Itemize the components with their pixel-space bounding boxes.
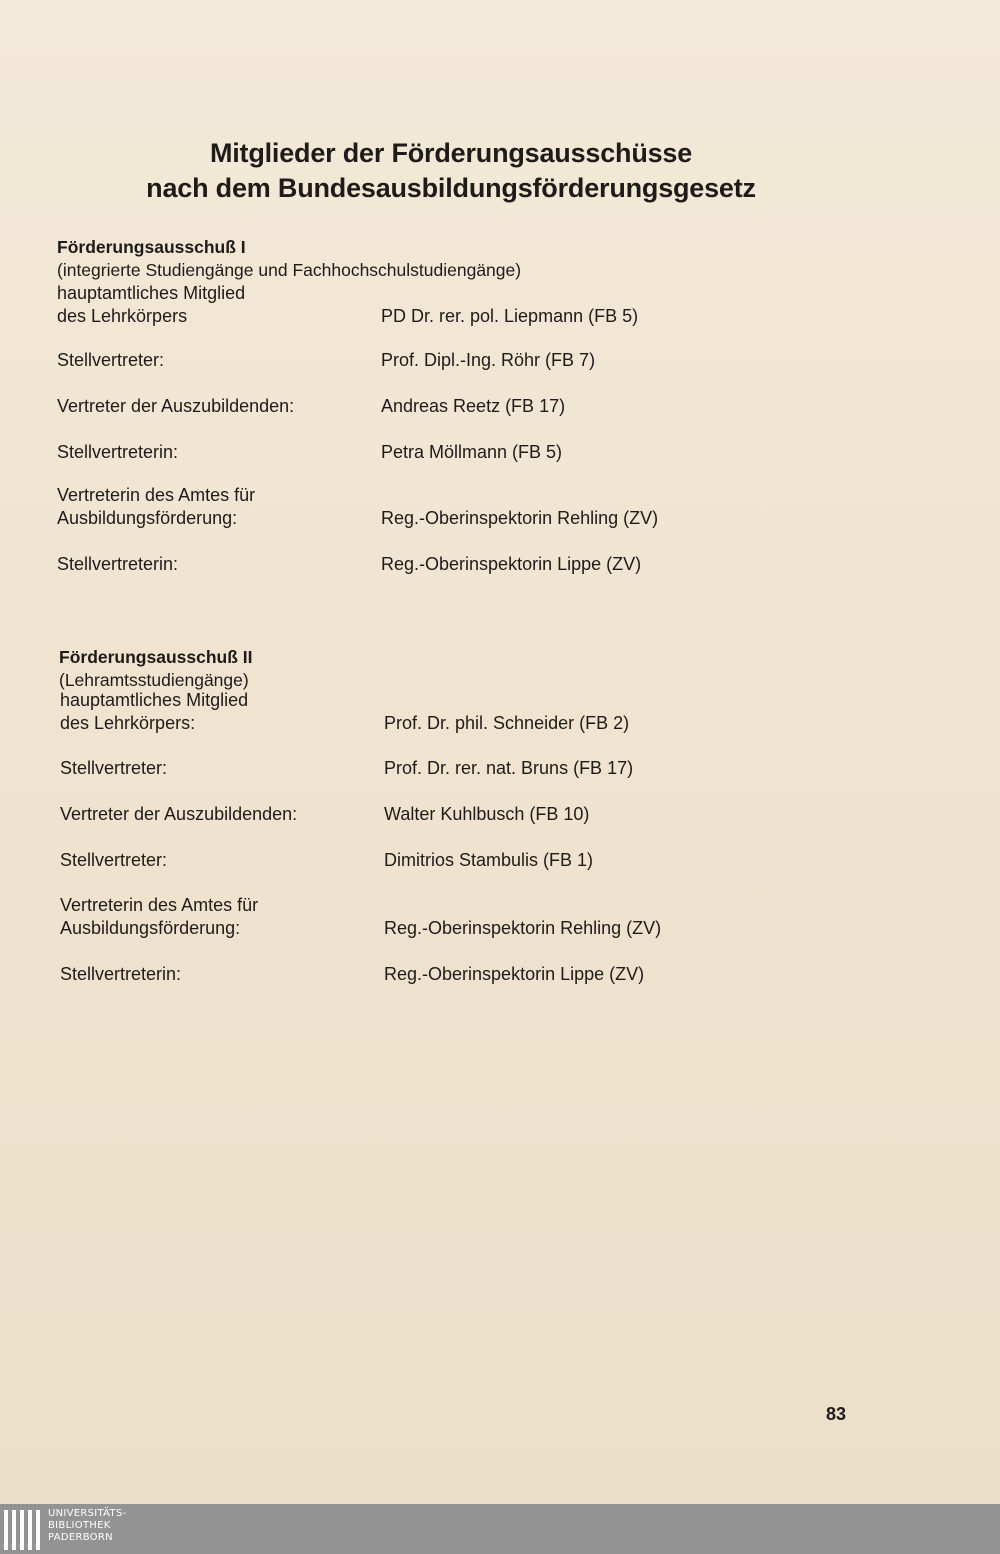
member-name: PD Dr. rer. pol. Liepmann (FB 5) bbox=[381, 306, 639, 326]
page-title-line-1: Mitglieder der Förderungsausschüsse bbox=[209, 138, 693, 168]
role-label: Stellvertreterin: bbox=[57, 554, 179, 574]
role-label: Vertreter der Auszubildenden: bbox=[60, 804, 298, 824]
library-footer bbox=[0, 1504, 1000, 1554]
role-label bbox=[60, 894, 258, 940]
committee-2-subheading: (Lehramtsstudiengänge) bbox=[59, 670, 249, 690]
member-name: Reg.-Oberinspektorin Lippe (ZV) bbox=[381, 554, 642, 574]
library-logo-text bbox=[48, 1508, 127, 1544]
committee-1-subheading: (integrierte Studiengänge und Fachhochschulstudiengänge) bbox=[57, 260, 522, 280]
committee-2-header bbox=[59, 646, 253, 692]
role-label-line-2: des Lehrkörpers bbox=[57, 306, 188, 326]
role-label-line-2: des Lehrkörpers: bbox=[60, 713, 196, 733]
role-label-line-2: Ausbildungsförderung: bbox=[57, 508, 238, 528]
member-name: Prof. Dipl.-Ing. Röhr (FB 7) bbox=[381, 350, 596, 370]
role-label bbox=[57, 282, 245, 328]
library-logo-icon bbox=[4, 1510, 40, 1550]
university-library-logo bbox=[4, 1508, 127, 1550]
role-label: Stellvertreterin: bbox=[60, 964, 182, 984]
role-label-line-2: Ausbildungsförderung: bbox=[60, 918, 241, 938]
role-label: Stellvertreter: bbox=[57, 350, 165, 370]
role-label bbox=[60, 689, 248, 735]
member-name: Petra Möllmann (FB 5) bbox=[381, 442, 563, 462]
role-label: Stellvertreter: bbox=[60, 850, 168, 870]
role-label-line-1: hauptamtliches Mitglied bbox=[60, 690, 249, 710]
page-number: 83 bbox=[826, 1404, 847, 1424]
library-logo-line-2: BIBLIOTHEK bbox=[48, 1520, 111, 1531]
committee-1-heading: Förderungsausschuß I bbox=[57, 237, 246, 257]
role-label: Stellvertreter: bbox=[60, 758, 168, 778]
member-name: Andreas Reetz (FB 17) bbox=[381, 396, 566, 416]
member-name: Reg.-Oberinspektorin Rehling (ZV) bbox=[384, 918, 662, 938]
committee-2-heading: Förderungsausschuß II bbox=[59, 647, 253, 667]
member-name: Reg.-Oberinspektorin Rehling (ZV) bbox=[381, 508, 659, 528]
role-label bbox=[57, 484, 255, 530]
role-label: Vertreter der Auszubildenden: bbox=[57, 396, 295, 416]
page-title bbox=[0, 136, 902, 206]
member-name: Dimitrios Stambulis (FB 1) bbox=[384, 850, 594, 870]
role-label-line-1: Vertreterin des Amtes für bbox=[60, 895, 259, 915]
role-label: Stellvertreterin: bbox=[57, 442, 179, 462]
member-name: Reg.-Oberinspektorin Lippe (ZV) bbox=[384, 964, 645, 984]
role-label-line-1: hauptamtliches Mitglied bbox=[57, 283, 246, 303]
member-name: Walter Kuhlbusch (FB 10) bbox=[384, 804, 590, 824]
page-title-line-2: nach dem Bundesausbildungsförderungsgesetz bbox=[146, 173, 756, 203]
committee-1-header bbox=[57, 236, 521, 282]
library-logo-line-3: PADERBORN bbox=[48, 1532, 113, 1543]
member-name: Prof. Dr. phil. Schneider (FB 2) bbox=[384, 713, 630, 733]
role-label-line-1: Vertreterin des Amtes für bbox=[57, 485, 256, 505]
library-logo-line-1: UNIVERSITÄTS- bbox=[48, 1508, 127, 1519]
member-name: Prof. Dr. rer. nat. Bruns (FB 17) bbox=[384, 758, 634, 778]
